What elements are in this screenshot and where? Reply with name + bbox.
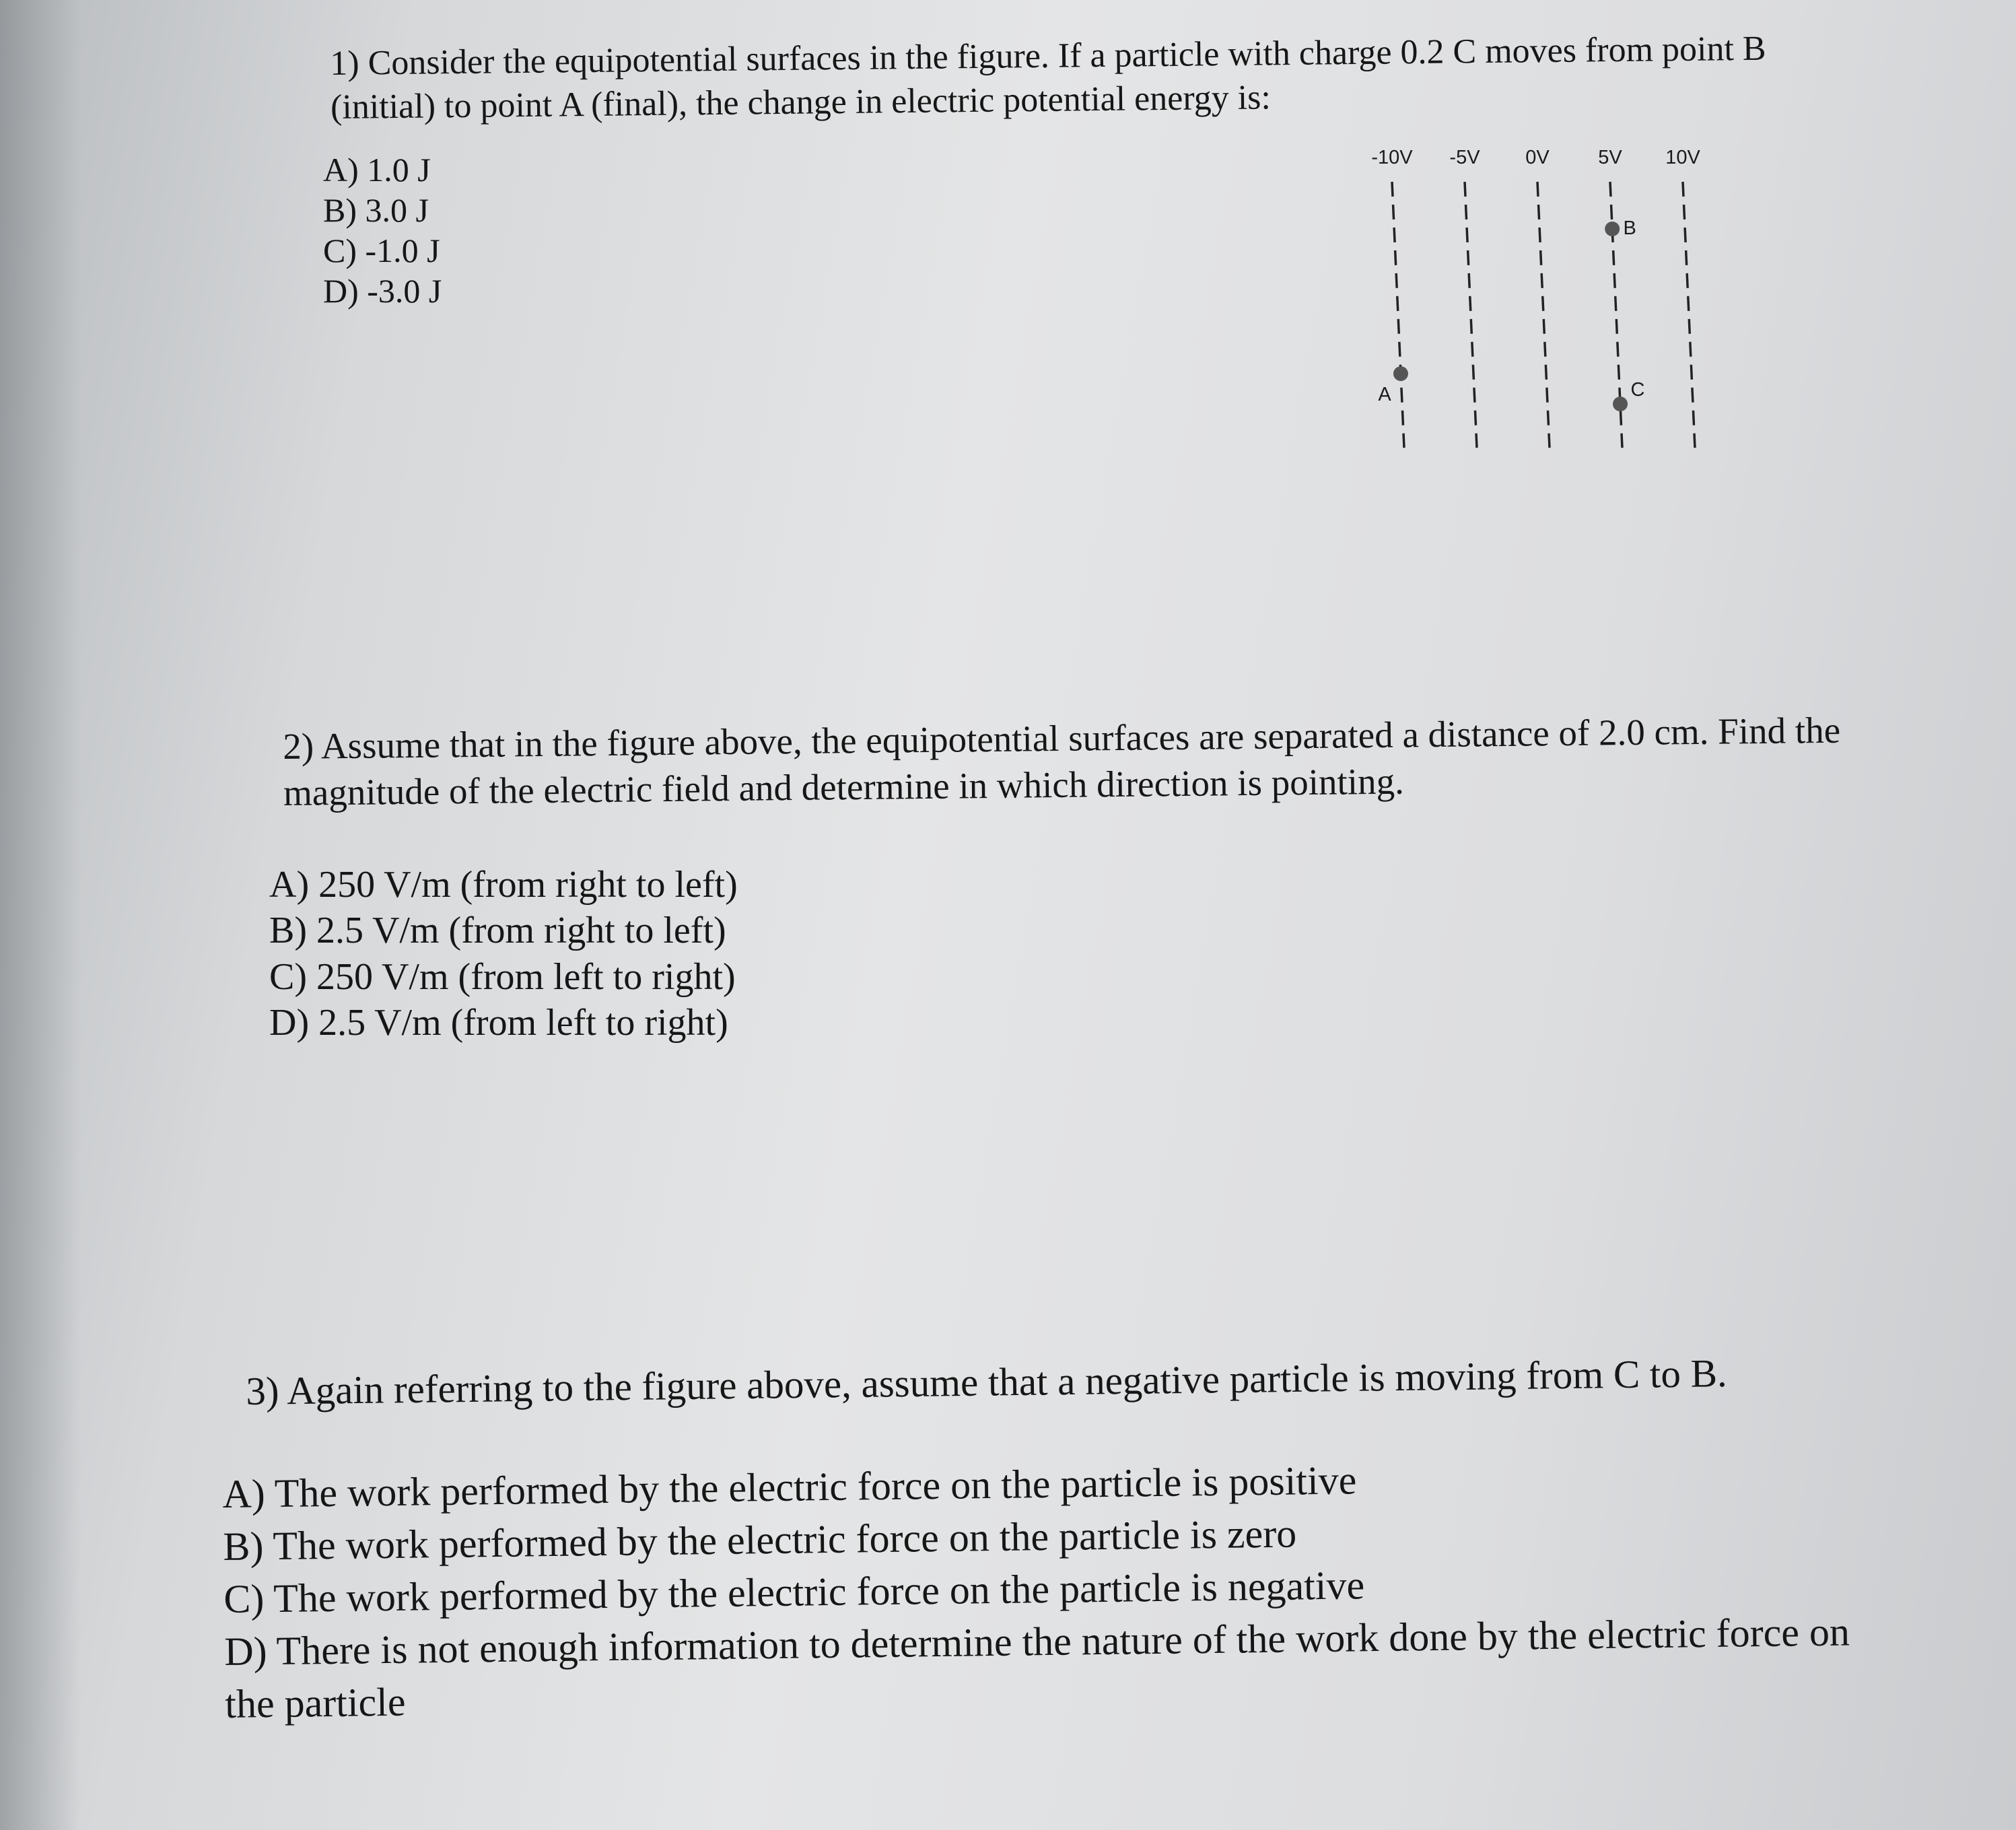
point-b-label: B xyxy=(1623,217,1636,239)
equipotential-line xyxy=(1683,182,1695,448)
page-shadow xyxy=(0,0,81,1830)
question-1-option-b: B) 3.0 J xyxy=(323,191,429,229)
question-2-option-a: A) 250 V/m (from right to left) xyxy=(269,864,738,906)
equipotential-figure xyxy=(1353,145,1730,461)
point-a-label: A xyxy=(1378,384,1391,405)
question-1-option-a: A) 1.0 J xyxy=(323,151,431,189)
equipotential-label: -10V xyxy=(1371,147,1413,168)
point-a-marker xyxy=(1393,366,1408,381)
equipotential-line xyxy=(1392,182,1404,448)
point-c-label: C xyxy=(1630,379,1645,401)
equipotential-diagram xyxy=(1353,145,1730,461)
equipotential-label: 10V xyxy=(1665,147,1700,168)
question-3-option-c: C) The work performed by the electric force on the particle is negative xyxy=(223,1563,1365,1621)
equipotential-label: 5V xyxy=(1598,147,1622,168)
question-3-option-b: B) The work performed by the electric force on the particle is zero xyxy=(223,1511,1297,1569)
equipotential-label: 0V xyxy=(1525,147,1550,168)
question-2-options xyxy=(269,862,738,1046)
question-1-option-c: C) -1.0 J xyxy=(323,232,440,269)
question-3-option-a: A) The work performed by the electric force on the particle is positive xyxy=(222,1458,1357,1516)
question-2-option-b: B) 2.5 V/m (from right to left) xyxy=(269,910,726,952)
point-c-marker xyxy=(1613,397,1628,411)
equipotential-line xyxy=(1537,182,1550,448)
question-1-options xyxy=(323,149,442,311)
question-3-stem: 3) Again referring to the figure above, assume that a negative particle is moving from C to B. xyxy=(246,1351,1728,1413)
question-2-stem: 2) Assume that in the figure above, the equipotential surfaces are separated a distance of 2.0 cm. Find the magnitude of the electric field and determine in which direction is pointing. xyxy=(283,709,1841,813)
question-1-stem: 1) Consider the equipotential surfaces in the figure. If a particle with charge 0.2 C moves from point B (initial) to point A (final), the change in electric potential energy is: xyxy=(330,29,1766,127)
question-2-option-d: D) 2.5 V/m (from left to right) xyxy=(269,1001,728,1044)
equipotential-label: -5V xyxy=(1449,147,1480,168)
question-1-option-d: D) -3.0 J xyxy=(323,272,442,310)
point-b-marker xyxy=(1605,222,1620,236)
question-2-option-c: C) 250 V/m (from left to right) xyxy=(269,955,736,998)
question-3-options xyxy=(222,1447,1908,1730)
equipotential-line xyxy=(1465,182,1477,448)
question-3-option-d: D) There is not enough information to determine the nature of the work done by the electric force on the particle xyxy=(223,1609,1850,1726)
